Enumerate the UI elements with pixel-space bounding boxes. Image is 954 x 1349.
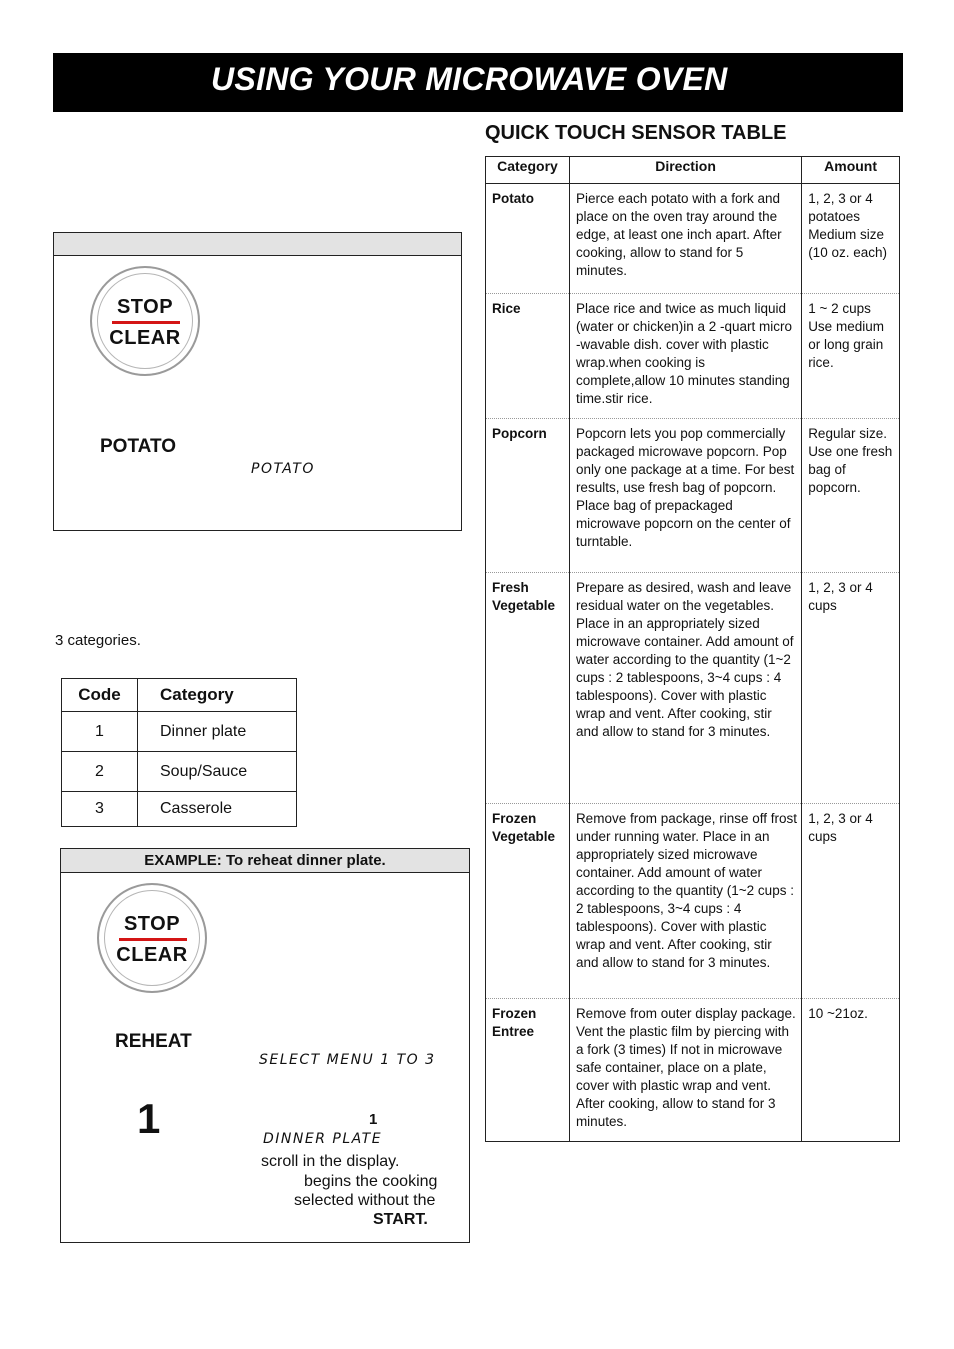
category-cell: Dinner plate <box>138 712 297 752</box>
categories-note: 3 categories. <box>55 632 141 649</box>
table-row <box>62 792 297 827</box>
page-title: USING YOUR MICROWAVE OVEN <box>211 61 728 97</box>
select-menu-display: SELECT MENU 1 TO 3 <box>259 1052 436 1068</box>
stop-label: STOP <box>123 913 181 935</box>
clear-label: CLEAR <box>109 327 181 349</box>
scroll-note: scroll in the display. <box>261 1153 400 1170</box>
stop-clear-divider <box>119 938 187 941</box>
sensor-table <box>485 156 900 1142</box>
row-amount: 1, 2, 3 or 4 cups <box>802 573 900 804</box>
code-cell: 3 <box>62 792 138 827</box>
row-category: Frozen Entree <box>486 999 570 1142</box>
row-direction: Remove from outer display package. Vent the plastic film by piercing with a fork (3 times) If not in microwave safe container, place on a plate, cover with plastic wrap and vent. After cooking, allow to stand for 3 minutes. <box>569 999 801 1142</box>
clear-label: CLEAR <box>116 944 188 966</box>
row-category: Popcorn <box>486 419 570 573</box>
step-number: 1 <box>369 1111 378 1128</box>
code-table <box>61 678 297 827</box>
category-cell: Soup/Sauce <box>138 752 297 792</box>
table-row <box>486 419 900 573</box>
table-row <box>486 573 900 804</box>
row-amount: 10 ~21oz. <box>802 999 900 1142</box>
category-col-header: Category <box>138 679 297 712</box>
row-amount: 1 ~ 2 cups Use medium or long grain rice. <box>802 294 900 419</box>
col-header-direction: Direction <box>569 157 801 184</box>
reheat-key[interactable]: REHEAT <box>115 1031 192 1052</box>
sensor-table-title: QUICK TOUCH SENSOR TABLE <box>485 122 787 144</box>
row-direction: Prepare as desired, wash and leave residual water on the vegetables. Place in an appropriately sized microwave container. Add amount of water according to the quantity (1~2 cups : 2 tablespoons, 3~4 cups : 4 tablespoons). Cover with plastic wrap and vent. After cooking, stir and allow to stand for 3 minutes. <box>569 573 801 804</box>
selected-note: selected without the <box>294 1192 436 1209</box>
row-direction: Popcorn lets you pop commercially packaged microwave popcorn. Pop only one package at a time. For best results, use fresh bag of popcorn. Place bag of prepackaged microwave popcorn on the center of turntable. <box>569 419 801 573</box>
potato-example-box <box>53 232 462 531</box>
table-row <box>486 999 900 1142</box>
code-cell: 1 <box>62 712 138 752</box>
row-category: Potato <box>486 184 570 294</box>
row-amount: Regular size. Use one fresh bag of popcorn. <box>802 419 900 573</box>
code-col-header: Code <box>62 679 138 712</box>
reheat-example-box <box>60 848 470 1243</box>
potato-display-text: POTATO <box>251 461 315 477</box>
row-amount: 1, 2, 3 or 4 potatoes Medium size (10 oz. each) <box>802 184 900 294</box>
row-direction: Remove from package, rinse off frost under running water. Place in an appropriately sized microwave container. Add amount of water according to the quantity (1~2 cups : 2 tablespoons, 3~4 cups : 4 tablespoons). Cover with plastic wrap and vent. After cooking, stir and allow to stand for 3 minutes. <box>569 804 801 999</box>
stop-label: STOP <box>116 296 174 318</box>
stop-clear-button[interactable] <box>90 266 200 376</box>
stop-clear-button[interactable] <box>97 883 207 993</box>
stop-clear-divider <box>112 321 180 324</box>
table-row <box>486 294 900 419</box>
code-cell: 2 <box>62 752 138 792</box>
col-header-category: Category <box>486 157 570 184</box>
row-amount: 1, 2, 3 or 4 cups <box>802 804 900 999</box>
box-header <box>54 233 461 256</box>
row-category: Frozen Vegetable <box>486 804 570 999</box>
row-category: Rice <box>486 294 570 419</box>
row-category: Fresh Vegetable <box>486 573 570 804</box>
begins-note: begins the cooking <box>304 1173 438 1190</box>
dinner-plate-display: DINNER PLATE <box>263 1131 383 1147</box>
start-label: START. <box>373 1211 428 1228</box>
title-bar <box>53 53 903 112</box>
table-row <box>486 184 900 294</box>
category-cell: Casserole <box>138 792 297 827</box>
table-row <box>62 752 297 792</box>
number-1-key[interactable]: 1 <box>137 1095 161 1142</box>
potato-key[interactable]: POTATO <box>100 436 176 457</box>
row-direction: Place rice and twice as much liquid (water or chicken)in a 2 -quart micro -wavable dish. cover with plastic wrap.when cooking is complete,allow 10 minutes standing time.stir rice. <box>569 294 801 419</box>
row-direction: Pierce each potato with a fork and place on the oven tray around the edge, at least one inch apart. After cooking, allow to stand for 5 minutes. <box>569 184 801 294</box>
col-header-amount: Amount <box>802 157 900 184</box>
table-row <box>486 804 900 999</box>
table-row <box>62 712 297 752</box>
box-header: EXAMPLE: To reheat dinner plate. <box>61 849 469 873</box>
